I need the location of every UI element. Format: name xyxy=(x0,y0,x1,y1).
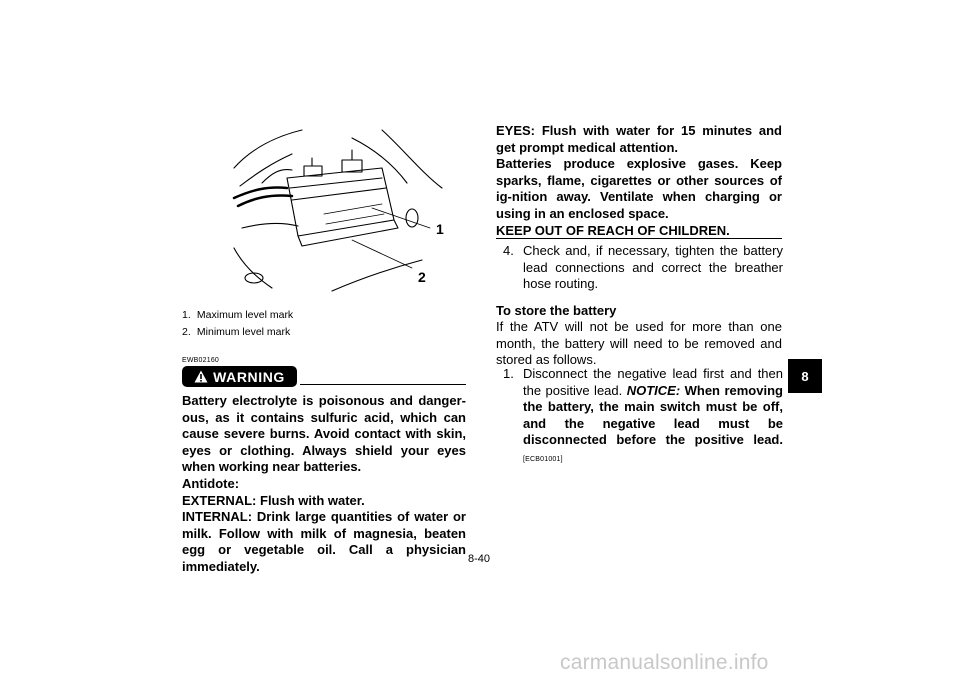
warning-external: EXTERNAL: Flush with water. xyxy=(182,492,365,508)
warning-antidote: Antidote: xyxy=(182,475,240,491)
warning-gases: Batteries produce explosive gases. Keep sparks, flame, cigarettes or other sources of ig-nition away. Ventilate when charging or using in an enclosed space. xyxy=(496,156,782,221)
step-4: 4. Check and, if necessary, tighten the battery lead connections and correct the breather hose routing. xyxy=(503,243,783,292)
store-intro: If the ATV will not be used for more than one month, the battery will need to be removed and stored as follows. xyxy=(496,319,782,368)
callout-2: 2 xyxy=(418,269,426,285)
warning-end-rule xyxy=(496,238,782,239)
warning-continued xyxy=(496,123,782,239)
legend-item-2: 2. Minimum level mark xyxy=(182,326,291,338)
page-number: 8-40 xyxy=(468,553,491,565)
notice-code: [ECB01001] xyxy=(523,455,563,463)
store-step-1: 1. Disconnect the negative lead first and then the positive lead. NOTICE: When removing the battery, the main switch must be off, and the negative lead must be disconnected before the positive lead.[ECB01001] xyxy=(503,366,783,463)
warning-triangle-icon xyxy=(194,370,208,383)
warning-rule xyxy=(300,384,466,385)
battery-illustration xyxy=(232,128,447,293)
warning-eyes: EYES: Flush with water for 15 minutes and get prompt medical attention. xyxy=(496,123,782,155)
chapter-tab: 8 xyxy=(788,359,822,393)
legend-item-1: 1. Maximum level mark xyxy=(182,309,294,321)
warning-children: KEEP OUT OF REACH OF CHILDREN. xyxy=(496,222,730,238)
warning-paragraph: Battery electrolyte is poisonous and danger-ous, as it contains sulfuric acid, which can cause severe burns. Avoid contact with skin, eyes or clothing. Always shield your eyes when working near batteries. xyxy=(182,393,466,475)
callout-1: 1 xyxy=(436,221,444,237)
warning-code: EWB02160 xyxy=(182,357,220,364)
notice-label: NOTICE: xyxy=(626,382,681,398)
warning-badge: WARNING xyxy=(182,366,297,387)
warning-text xyxy=(182,393,466,576)
warning-internal: INTERNAL: Drink large quantities of water or milk. Follow with milk of magnesia, beaten egg or vegetable oil. Call a physician immediately. xyxy=(182,509,466,574)
watermark: carmanualsonline.info xyxy=(560,651,769,674)
notice-text: When removing the battery, the main switch must be off, and the negative lead must be disconnected before the positive lead. xyxy=(523,382,783,448)
store-heading: To store the battery xyxy=(496,303,617,318)
